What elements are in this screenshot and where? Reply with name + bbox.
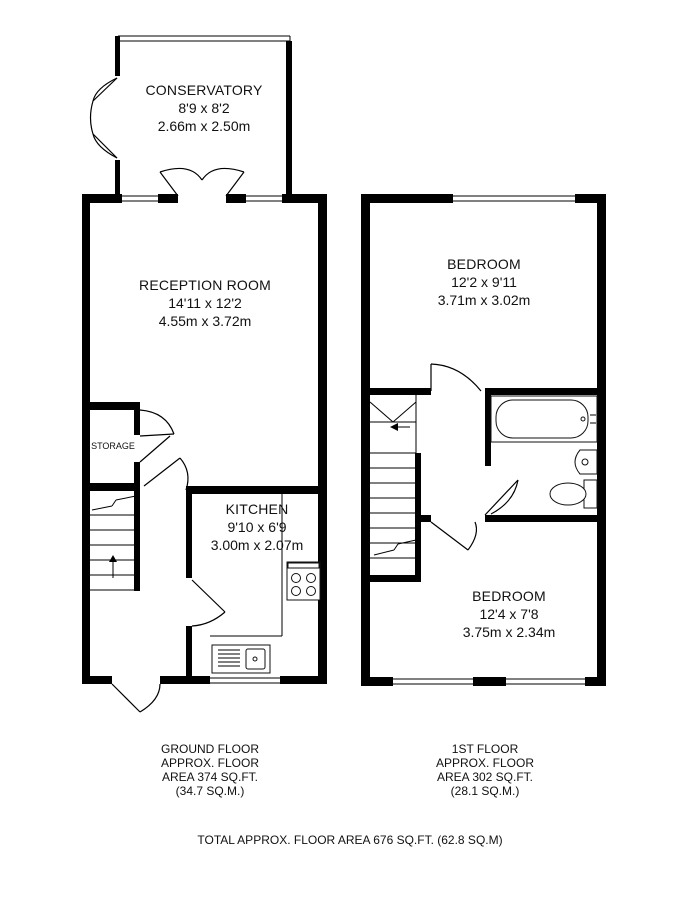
kitchen-dim-imperial: 9'10 x 6'9 [227,519,287,535]
first-floor-plan [361,194,606,686]
bedroom1-dim-imperial: 12'2 x 9'11 [451,274,517,290]
kitchen-name: KITCHEN [225,501,289,517]
bedroom1-name: BEDROOM [447,256,521,272]
conservatory-side-door [91,78,118,158]
ground-floor-line3: AREA 374 SQ.FT. [161,770,259,784]
kitchen-window [210,678,280,683]
conservatory-walls [115,36,292,196]
ground-floor-area [110,742,310,798]
conservatory-dim-imperial: 8'9 x 8'2 [178,100,230,116]
hob [287,562,320,600]
basin [575,450,597,474]
reception-dim-metric: 4.55m x 3.72m [158,313,252,329]
first-floor-line3: AREA 302 SQ.FT. [436,770,534,784]
reception-name: RECEPTION ROOM [139,277,271,293]
bedroom2-dim-imperial: 12'4 x 7'8 [479,606,539,622]
bedroom2-dim-metric: 3.75m x 2.34m [462,624,556,640]
kitchen-sink [212,645,270,673]
reception-top-windows [122,196,282,201]
storage-name: STORAGE [91,441,135,451]
ground-floor-walls [82,194,327,684]
conservatory-dim-metric: 2.66m x 2.50m [157,118,251,134]
front-door [112,684,160,712]
ground-floor-plan [82,36,327,712]
toilet [550,480,597,508]
ground-floor-line4: (34.7 SQ.M.) [175,784,245,798]
ground-stairs [90,491,140,591]
conservatory-french-doors [160,168,244,196]
first-floor-line1: 1ST FLOOR [451,742,519,756]
first-floor-line4: (28.1 SQ.M.) [450,784,520,798]
ground-floor-line2: APPROX. FLOOR [160,756,260,770]
bedroom1-dim-metric: 3.71m x 3.02m [437,292,531,308]
total-floor-area: TOTAL APPROX. FLOOR AREA 676 SQ.FT. (62.8 SQ.M) [197,833,503,847]
bedroom2-door [431,522,476,550]
first-floor-line2: APPROX. FLOOR [435,756,535,770]
first-floor-area [385,742,585,798]
hall-door [144,458,188,490]
kitchen-dim-metric: 3.00m x 2.07m [210,537,304,553]
conservatory-name: CONSERVATORY [145,82,263,98]
bedroom2-name: BEDROOM [472,588,546,604]
bath [491,396,597,442]
reception-dim-imperial: 14'11 x 12'2 [168,295,242,311]
first-stairs [361,395,431,582]
ground-floor-line1: GROUND FLOOR [160,742,259,756]
